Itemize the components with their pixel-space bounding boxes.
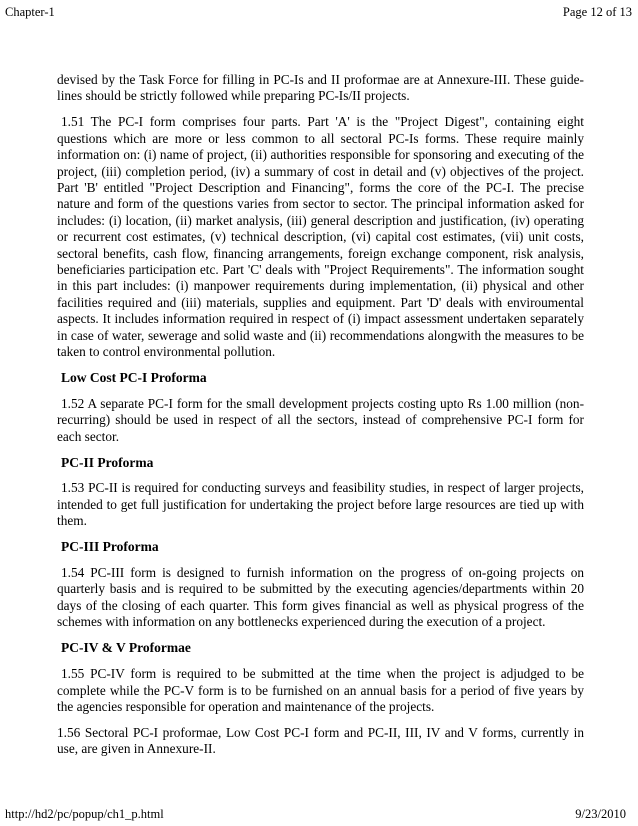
source-url-link[interactable]: http://hd2/pc/popup/ch1_p.html xyxy=(5,807,164,821)
page-footer xyxy=(0,806,638,824)
page-number: Page 12 of 13 xyxy=(562,5,632,19)
paragraph-intro: devised by the Task Force for filling in PC-Is and II proformae are at Annexure-III. These guide-lines should be strictly followed while preparing PC-Is/II projects. xyxy=(57,72,584,104)
chapter-label: Chapter-1 xyxy=(5,5,55,19)
heading-pc4-pc5: PC-IV & V Proformae xyxy=(61,640,191,656)
page-header xyxy=(0,4,638,22)
paragraph-1-55: 1.55 PC-IV form is required to be submitted at the time when the project is adjudged to be complete while the PC-V form is to be furnished on an annual basis for a period of five years by the agencies responsible for operation and maintenance of the projects. xyxy=(57,666,584,714)
heading-pc2: PC-II Proforma xyxy=(61,454,154,470)
heading-pc3: PC-III Proforma xyxy=(61,539,159,555)
paragraph-1-52: 1.52 A separate PC-I form for the small development projects costing upto Rs 1.00 million (non-recurring) should be used in respect of all the sectors, instead of comprehensive PC-I form for each sector. xyxy=(57,395,584,444)
paragraph-1-54: 1.54 PC-III form is designed to furnish information on the progress of on-going projects on quarterly basis and is required to be submitted by the executing agencies/departments within 20 days of the closing of each quarter. This form gives financial as well as physical progress of the schemes with information on any bottlenecks experienced during the execution of a project. xyxy=(57,565,584,630)
document-body xyxy=(57,72,584,767)
print-date: 9/23/2010 xyxy=(575,807,626,821)
heading-low-cost-pc1: Low Cost PC-I Proforma xyxy=(61,369,207,385)
paragraph-1-53: 1.53 PC-II is required for conducting surveys and feasibility studies, in respect of larger projects, intended to get full justification for undertaking the project before large resources are tied up with them. xyxy=(57,480,584,529)
paragraph-1-51: 1.51 The PC-I form comprises four parts. Part 'A' is the "Project Digest", containing eight questions which are more or less common to all sectoral PC-Is forms. These require mainly information on: (i) name of project, (ii) authorities responsible for sponsoring and executing of the project, (iii) completion period, (iv) a summary of cost in detail and (v) objectives of the project. Part 'B' entitled "Project Description and Financing", forms the core of the PC-I. The precise nature and form of the questions varies from sector to sector. The principal information asked for includes: (i) location, (ii) market analysis, (iii) general description and justification, (iv) operating or recurrent cost estimates, (v) technical description, (vi) capital cost estimates, (vii) unit costs, sectoral benefits, cash flow, financing arrangements, foreign exchange component, risk analysis, beneficiaries participation etc. Part 'C' deals with "Project Requirements". The information sought in this part includes: (i) manpower requirements during implementation, (ii) physical and other facilities required and (iii) materials, supplies and equipment. Part 'D' deals with enviroumental aspects. It includes information required in respect of (i) impact assessment undertaken separately in case of water, sewerage and solid waste and (ii) recommendations alongwith the measures to be taken to control environmental pollution. xyxy=(57,114,584,359)
paragraph-1-56: 1.56 Sectoral PC-I proformae, Low Cost PC-I form and PC-II, III, IV and V forms, currently in use, are given in Annexure-II. xyxy=(57,724,584,757)
